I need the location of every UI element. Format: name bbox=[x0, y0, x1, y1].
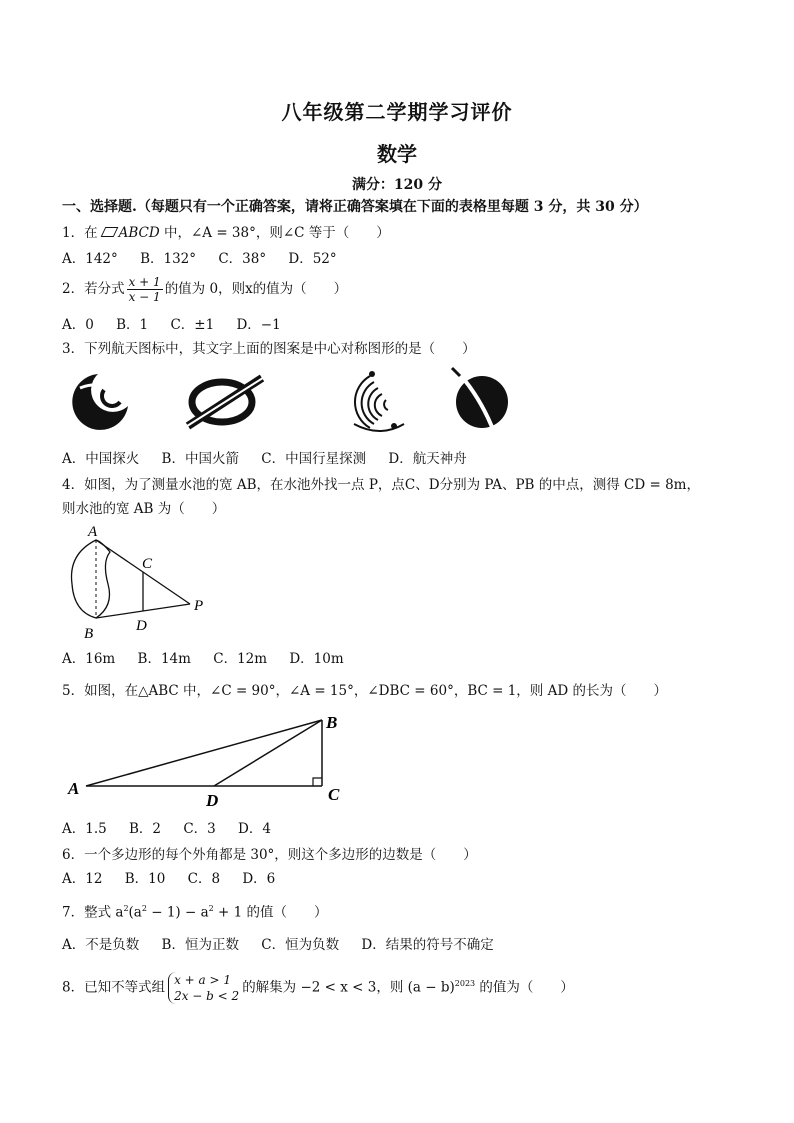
q8-inequality-1: x + a > 1 bbox=[174, 973, 232, 987]
label-b: B bbox=[84, 626, 94, 642]
q8-exponent: 2023 bbox=[454, 979, 476, 988]
label-d: D bbox=[206, 791, 219, 810]
parallelogram-icon bbox=[100, 227, 118, 237]
q3-option-b[interactable]: B．中国火箭 bbox=[161, 451, 239, 467]
mars-exploration-logo-icon bbox=[72, 374, 128, 430]
q1-stem-c: 中，∠A = 38°，则∠C 等于（ ） bbox=[159, 225, 390, 241]
q5-option-c[interactable]: C．3 bbox=[183, 821, 216, 837]
q6-option-d[interactable]: D．6 bbox=[242, 871, 276, 887]
q7-exp-1: 2 bbox=[123, 904, 129, 913]
label-d: D bbox=[136, 618, 147, 634]
q2-stem-a: 2．若分式 bbox=[62, 281, 125, 297]
question-4-line2: 则水池的宽 AB 为（ ） bbox=[62, 501, 226, 517]
q2-fraction bbox=[127, 275, 163, 304]
q8-stem-a: 8．已知不等式组 bbox=[62, 979, 166, 996]
rocket-logo-icon bbox=[184, 376, 266, 428]
q1-option-d[interactable]: D．52° bbox=[288, 251, 337, 267]
q1-option-a[interactable]: A．142° bbox=[62, 251, 118, 267]
q7-option-a[interactable]: A．不是负数 bbox=[62, 937, 140, 953]
q5-triangle-figure bbox=[62, 708, 362, 812]
q5-option-d[interactable]: D．4 bbox=[238, 821, 271, 837]
q2-numerator: x + 1 bbox=[128, 275, 161, 289]
q4-options bbox=[62, 650, 344, 668]
planet-exploration-logo-icon bbox=[354, 371, 404, 431]
q3-option-c[interactable]: C．中国行星探测 bbox=[261, 451, 367, 467]
q2-option-b[interactable]: B．1 bbox=[116, 317, 149, 333]
q5-options bbox=[62, 820, 271, 838]
q5-option-a[interactable]: A．1.5 bbox=[62, 821, 107, 837]
q3-option-a[interactable]: A．中国探火 bbox=[62, 451, 140, 467]
label-c: C bbox=[328, 785, 340, 804]
q8-stem-b: 的解集为 −2 < x < 3，则 (a − b) bbox=[242, 979, 455, 996]
question-6: 6．一个多边形的每个外角都是 30°，则这个多边形的边数是（ ） bbox=[62, 847, 477, 863]
label-b: B bbox=[326, 713, 338, 732]
q4-option-a[interactable]: A．16m bbox=[62, 651, 116, 667]
shenzhou-logo-icon bbox=[452, 368, 508, 432]
q6-option-b[interactable]: B．10 bbox=[124, 871, 166, 887]
label-a: A bbox=[68, 779, 80, 798]
q6-option-c[interactable]: C．8 bbox=[187, 871, 221, 887]
question-4-line1: 4．如图，为了测量水池的宽 AB，在水池外找一点 P，点C、D分别为 PA、PB 的中点，测得 CD = 8m， bbox=[62, 477, 700, 493]
question-1 bbox=[62, 224, 390, 242]
label-p: P bbox=[194, 598, 204, 614]
q2-option-a[interactable]: A．0 bbox=[62, 317, 94, 333]
q2-stem-b: 的值为 0，则x的值为（ ） bbox=[164, 281, 348, 297]
q7-options bbox=[62, 936, 494, 954]
q6-option-a[interactable]: A．12 bbox=[62, 871, 103, 887]
exam-score: 满分：120 分 bbox=[351, 177, 443, 193]
q4-option-b[interactable]: B．14m bbox=[137, 651, 191, 667]
q8-inequality-2: 2x − b < 2 bbox=[174, 989, 240, 1003]
q7-stem-a: 7．整式 a bbox=[62, 904, 124, 921]
q7-exp-2: 2 bbox=[141, 904, 147, 913]
q1-options bbox=[62, 250, 337, 268]
exam-subject: 数学 bbox=[377, 142, 417, 166]
label-c: C bbox=[142, 556, 153, 572]
q7-stem-c: − 1) − a bbox=[146, 904, 209, 921]
q3-option-d[interactable]: D．航天神舟 bbox=[388, 451, 467, 467]
exam-title: 八年级第二学期学习评价 bbox=[281, 100, 513, 124]
q1-stem-a: 1．在 bbox=[62, 225, 98, 241]
label-a: A bbox=[88, 524, 98, 540]
question-3: 3．下列航天图标中，其文字上面的图案是中心对称图形的是（ ） bbox=[62, 341, 476, 357]
q8-inequality-system bbox=[168, 972, 239, 1004]
question-8 bbox=[62, 964, 574, 1008]
q6-options bbox=[62, 870, 275, 888]
q2-option-c[interactable]: C．±1 bbox=[170, 317, 215, 333]
q3-options bbox=[62, 450, 467, 468]
q2-options bbox=[62, 316, 281, 334]
question-2 bbox=[62, 274, 347, 304]
question-7 bbox=[62, 900, 328, 922]
q2-option-d[interactable]: D．−1 bbox=[236, 317, 281, 333]
q4-option-d[interactable]: D．10m bbox=[289, 651, 344, 667]
q7-exp-3: 2 bbox=[208, 904, 214, 913]
q2-denominator: x − 1 bbox=[128, 290, 161, 304]
q3-logo-figures bbox=[60, 366, 530, 436]
section-heading: 一、选择题.（每题只有一个正确答案，请将正确答案填在下面的表格里每题 3 分，共 30 分） bbox=[62, 199, 648, 215]
q7-option-d[interactable]: D．结果的符号不确定 bbox=[361, 937, 494, 953]
question-5: 5．如图，在△ABC 中，∠C = 90°，∠A = 15°，∠DBC = 60°，BC = 1，则 AD 的长为（ ） bbox=[62, 683, 667, 699]
q1-option-b[interactable]: B．132° bbox=[140, 251, 197, 267]
q7-option-c[interactable]: C．恒为负数 bbox=[261, 937, 340, 953]
q5-option-b[interactable]: B．2 bbox=[129, 821, 162, 837]
q7-stem-d: + 1 的值（ ） bbox=[213, 904, 328, 921]
q7-stem-b: (a bbox=[128, 904, 142, 921]
q7-option-b[interactable]: B．恒为正数 bbox=[161, 937, 239, 953]
q1-stem-b: ABCD bbox=[118, 225, 160, 241]
q8-stem-c: 的值为（ ） bbox=[475, 979, 574, 996]
q4-pond-figure bbox=[62, 518, 222, 644]
q1-option-c[interactable]: C．38° bbox=[218, 251, 267, 267]
q4-option-c[interactable]: C．12m bbox=[213, 651, 268, 667]
